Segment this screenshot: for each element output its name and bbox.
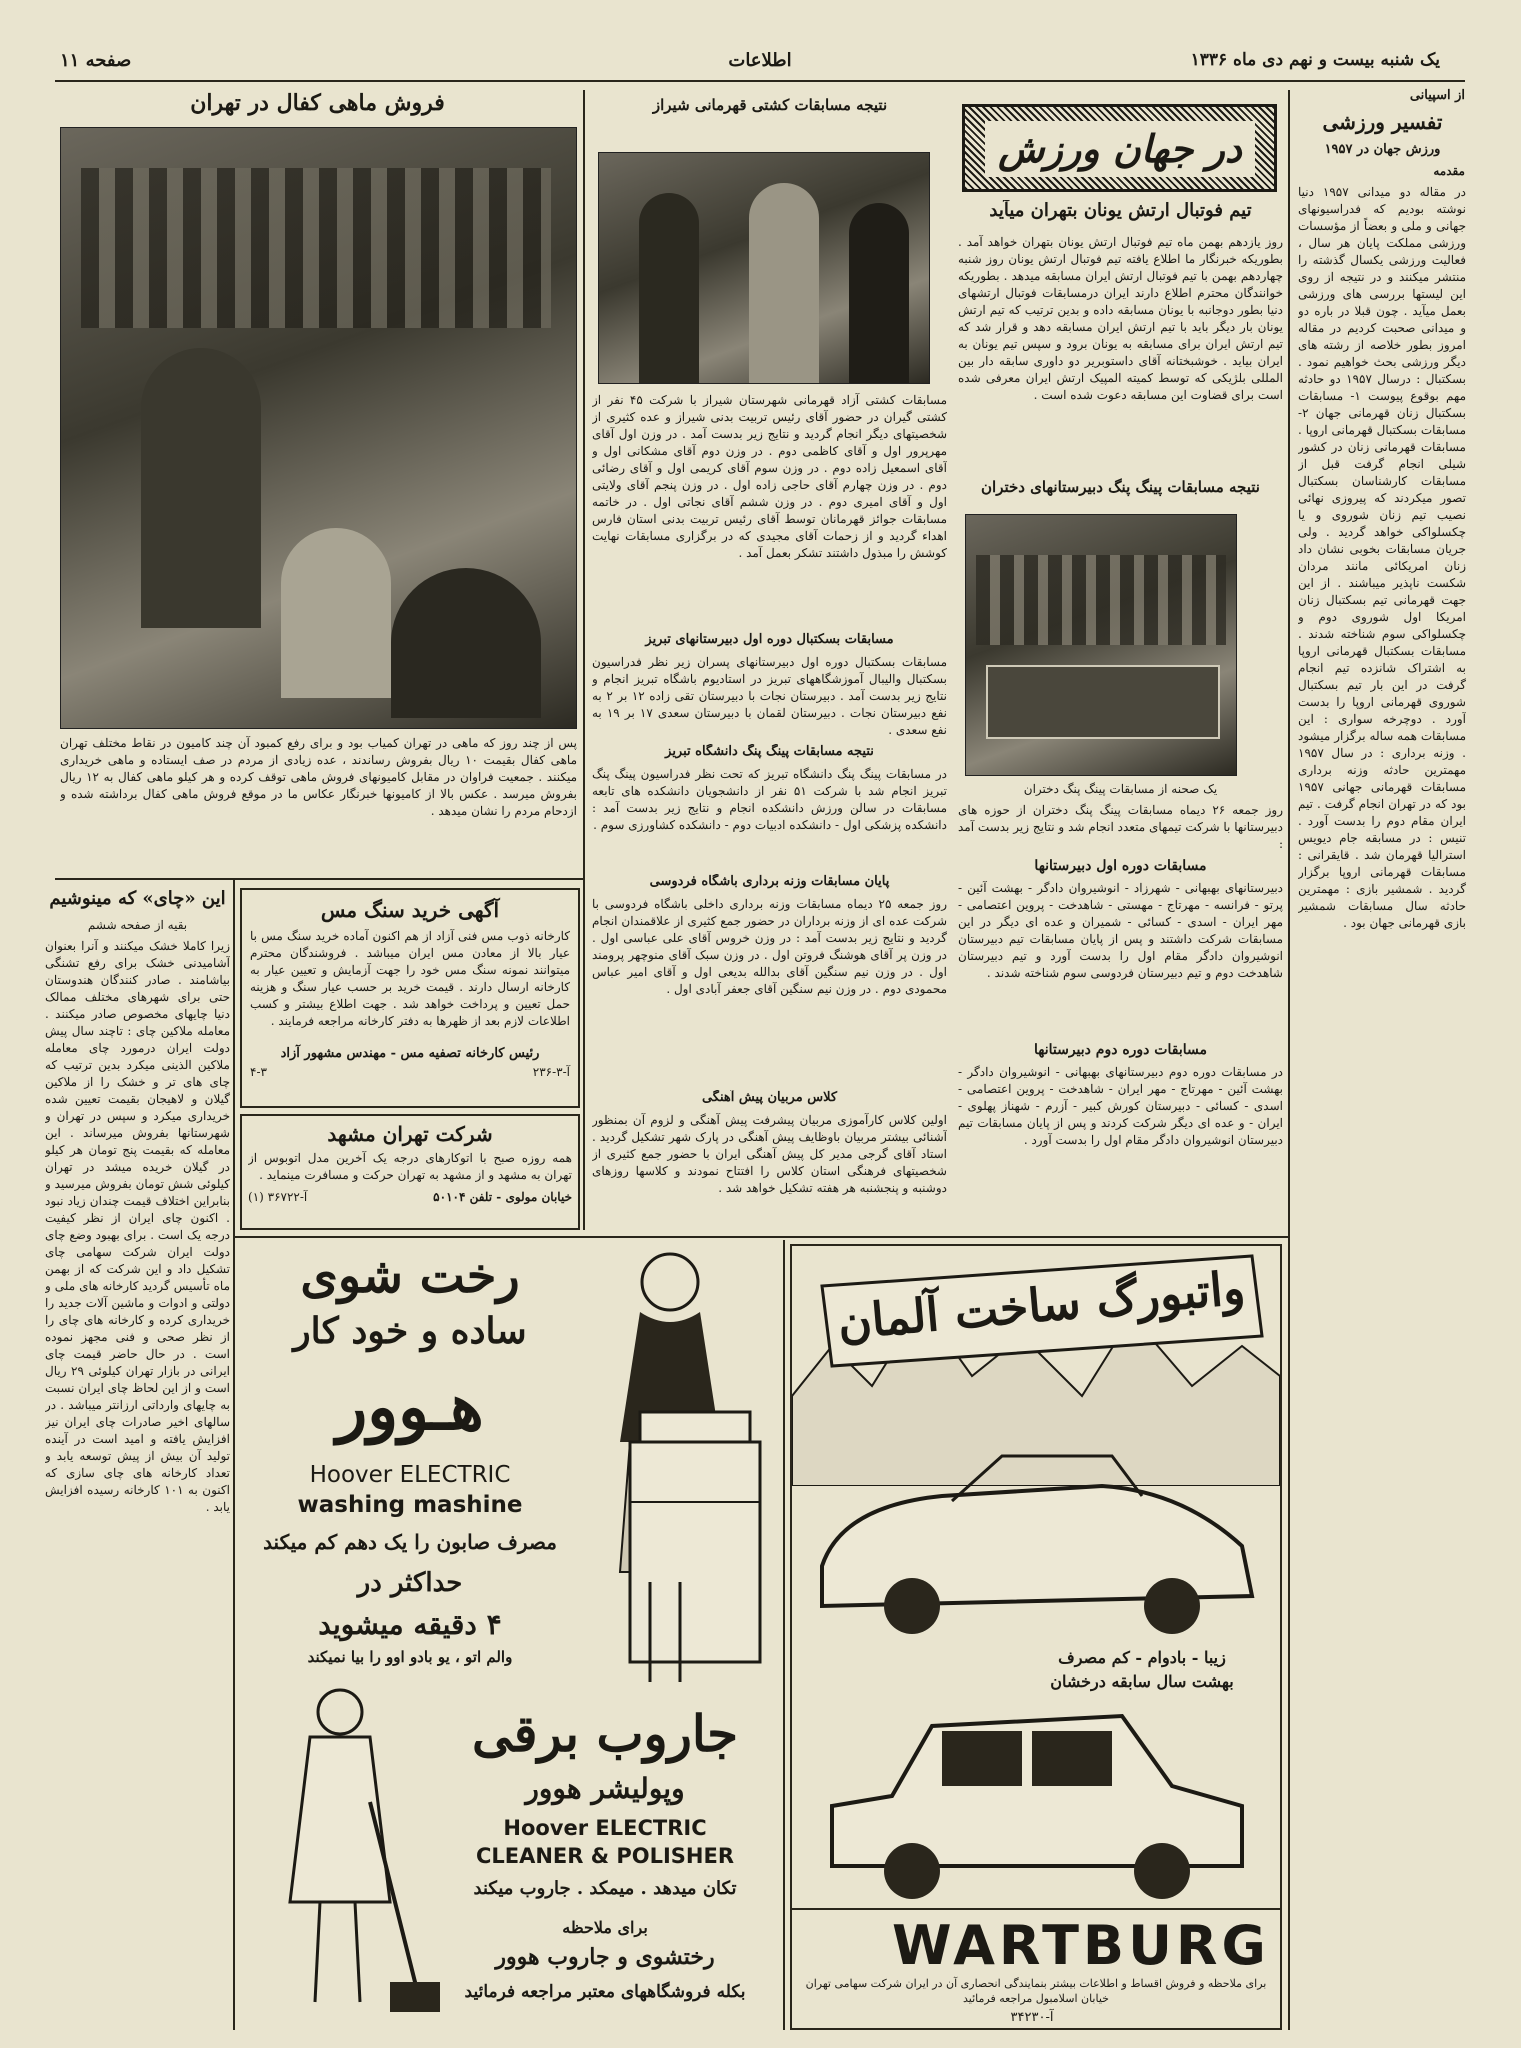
header-date: یک شنبه بیست و نهم دی ماه ۱۳۳۶ xyxy=(1190,50,1440,70)
transport-ad-address: خیابان مولوی - تلفن ۵۰۱۰۴ xyxy=(433,1190,572,1204)
sports-banner-title: در جهان ورزش xyxy=(985,121,1255,177)
hoover-en-2: washing mashine xyxy=(297,1492,523,1518)
pingpong-body: روز جمعه ۲۶ دیماه مسابقات پینگ پنگ دختران از حوزه های دبیرستانها با شرکت تیمهای متعدد انجام شد و نتایج زیر بدست آمد : xyxy=(958,803,1283,851)
wartburg-title: واتبورگ ساخت آلمان xyxy=(835,1260,1247,1350)
tea-headline: این «چای» که مینوشیم xyxy=(49,888,226,909)
pingpong-sub-body-1: دبیرستانهای بهبهانی - شهرزاد - انوشیروان دادگر - بهشت آئین - پرتو - فرانسه - مهرتاج - مهستی - شاهدخت - پروین اعتصامی - مهر ایران - اسدی - کسائی - شمیران و عده ای دیگر در این مسابقات شرکت داشتند و پس از پایان مسابقات تیم دبیرستان انوشیروان دادگر مقام اول را بدست آورد و تیم دبیرستان شاهدخت دوم و تیم دبیرستان فردوسی سوم شناخته شدند . xyxy=(958,881,1283,980)
hoover-line-1: مصرف صابون را یک دهم کم میکند xyxy=(263,1530,557,1554)
copper-ad-code-2: ۴-۳ xyxy=(250,1065,267,1079)
fish-caption: پس از چند روز که ماهی در تهران کمیاب بود و برای رفع کمبود آن چند کامیون در نقاط مختلف تهران ماهی کفال بقیمت ۱۰ ریال بفروش رساندند ، عده زیادی از مردم در صف ایستاده و ماهی خریداری میکنند . جمعیت فراوان در مقابل کامیونهای فروش ماهی توقف کرده و هر کیلو ماهی کفال به ۱۲ ریال بفروش میرسد . عکس بالا از کامیونها خبرنگار عکاس ما در موقع فروش ماهی کفال برداشته شده و ازدحام مردم را نشان میدهد . xyxy=(60,736,577,818)
pingpong-subhead-1: مسابقات دوره اول دبیرستانها xyxy=(1034,858,1207,874)
hoover-line-7: رختشوی و جاروب هوور xyxy=(495,1944,715,1970)
washing-machine-illustration xyxy=(570,1242,780,1682)
pingpong-photo xyxy=(965,514,1237,776)
tea-byline: بقیه از صفحه ششم xyxy=(87,918,188,932)
hoover-en-1: Hoover ELECTRIC xyxy=(309,1462,511,1488)
section-rule xyxy=(235,1236,1288,1238)
commentary-title: تفسیر ورزشی xyxy=(1322,110,1443,134)
pingpong-subhead-2: مسابقات دوره دوم دبیرستانها xyxy=(1034,1042,1207,1058)
pingpong-sub-body-2: در مسابقات دوره دوم دبیرستانهای بهبهانی - انوشیروان دادگر - بهشت آئین - مهرتاج - مهر ایران - شاهدخت - پروین اعتصامی - اسدی - کسائی - دبیرستان کورش کبیر - آزرم - شهناز پهلوی - ایران - و عده ای دیگر شرکت کردند و پس از پایان مسابقات تیم دبیرستان انوشیروان دادگر مقام اول را بدست آورد . xyxy=(958,1065,1283,1147)
commentary-intro-label: مقدمه xyxy=(1433,164,1465,178)
hoover-title-1: رخت شوی xyxy=(300,1248,520,1304)
commentary-body: در مقاله دو میدانی ۱۹۵۷ دنیا نوشته بودیم که فدراسیونهای جهانی و ملی و بعضاً از مؤسسات ورزشی مملکت پایان هر سال ، فعالیت ورزشی یکسال گذشته را منتشر میکنند و در نتیجه از روی این لیستها بررسی های ورزشی بعمل میآید . چون قبلا در باره دو و میدانی صحبت کردیم در مقاله امروز بطور خلاصه از رشته های دیگر ورزشی بحث خواهیم نمود . بسکتبال : درسال ۱۹۵۷ دو حادثه مهم بوقوع پیوست ۱- مسابقات بسکتبال زنان قهرمانی جهان ۲- مسابقات بسکتبال قهرمانی اروپا . مسابقات قهرمانی زنان در کشور شیلی انجام گرفت قبل از مسابقات کارشناسان بسکتبال تصور میکردند که پیروزی نهائی نصیب تیم زنان شوروی و یا چکسلواکی خواهد گردید . ولی جریان مسابقات بخوبی نشان داد زنان امریکائی مانند مردان شکست ناپذیر میباشند . از این جهت قهرمانی تیم بسکتبال زنان امریکا اول شوروی دوم و چکسلواکی سوم شناخته شدند . مسابقات بسکتبال قهرمانی اروپا به اشتراک شانزده تیم انجام گرفت در این بار تیم بسکتبال شوروی قهرمانی اروپا را بدست آورد . دوچرخه سواری : این مسابقات همه ساله برگزار میشود . وزنه برداری : در سال ۱۹۵۷ مهمترین حادثه وزنه برداری مسابقات قهرمانی جهانی ۱۹۵۷ بود که در تهران انجام گرفت . تیم ایران مقام دوم را بدست آورد . تنیس : در مسابقه جام دیویس استرالیا قهرمان شد . قایقرانی : مسابقات قهرمانی اروپا برگزار گردید . شمشیر بازی : مهمترین حادثه سال مسابقات شمشیر بازی قهرمانی جهان بود . xyxy=(1298,185,1466,930)
hoover-en-3: Hoover ELECTRIC xyxy=(503,1816,707,1840)
hoover-line-2: حداکثر در xyxy=(357,1568,463,1598)
header-paper-name: اطلاعات xyxy=(728,50,792,71)
wrestling-photo xyxy=(598,152,930,384)
wrestling-sub-body-1: مسابقات بسکتبال دوره اول دبیرستانهای پسران زیر نظر فدراسیون بسکتبال والیبال آموزشگاههای تبریز در استادیوم باشگاه تبریز انجام و نتایج زیر بدست آمد . دبیرستان نجات با دبیرستان تقی زاده ۱۲ بر ۲ به نفع دبیرستان نجات . دبیرستان لقمان با دبیرستان سعدی ۱۷ بر ۱۹ به نفع سعدی . xyxy=(592,655,947,737)
wartburg-brand: WARTBURG xyxy=(892,1914,1270,1977)
transport-ad xyxy=(240,1114,580,1230)
copper-ad-body: کارخانه ذوب مس فنی آزاد از هم اکنون آماده خرید سنگ مس با عیار بالا از معادن مس ایران میباشد . فروشندگان محترم میتوانند نمونه سنگ مس خود را جهت آزمایش و تعیین عیار به کارخانه ارسال دارند . قیمت خرید بر حسب عیار سنگ و هزینه حمل تعیین و پرداخت خواهد شد . جهت اطلاع بیشتر و کسب اطلاعات لازم بعد از ظهرها به دفتر کارخانه مراجعه فرمایند . xyxy=(250,929,570,1028)
copper-ad xyxy=(240,888,580,1108)
fish-market-photo xyxy=(60,127,577,729)
wrestling-subhead-3: پایان مسابقات وزنه برداری باشگاه فردوسی xyxy=(649,874,890,889)
transport-ad-code: آ-۳۶۷۲۲ (۱) xyxy=(248,1190,308,1204)
wrestling-sub-body-4: اولین کلاس کارآموزی مربیان پیشرفت پیش آهنگی و لزوم آن بمنظور آشنائی بیشتر مربیان باوظایف پیش آهنگی در پارک شهر تشکیل گردید . استاد آقای گرجی مدیر کل پیش آهنگی ایران با حضور جمع کثیری از شخصیتهای فرهنگی استان کلاس را افتتاح نمودند و کلاسها روزهای دوشنبه و پنجشنبه هر هفته تشکیل خواهد شد . xyxy=(592,1113,947,1195)
hoover-title-3: جاروب برقی xyxy=(472,1704,738,1763)
section-rule xyxy=(55,878,585,880)
wartburg-ad xyxy=(790,1244,1282,2030)
hoover-title-4: وپولیشر هوور xyxy=(525,1772,685,1805)
hoover-title-2: ساده و خود کار xyxy=(293,1310,527,1352)
wrestling-sub-body-3: روز جمعه ۲۵ دیماه مسابقات وزنه برداری داخلی باشگاه فردوسی با شرکت عده ای از وزنه برداران در حضور جمع کثیری از علاقمندان انجام گردید و نتایج زیر بدست آمد : در وزن خروس آقای علی عباسی اول . در وزن پر آقای هوشنگ فروتن اول . در وزن سبک آقای منوچهر پرومند اول . در وزن نیم سنگین آقای بدالله بدیعی اول و آقای امیر عباس محمودی دوم . در وزن نیم سنگین آقای جعفر آبادی اول . xyxy=(592,897,947,996)
pingpong-caption: یک صحنه از مسابقات پینگ پنگ دختران xyxy=(1023,782,1218,796)
greece-team-body: روز یازدهم بهمن ماه تیم فوتبال ارتش یونان بتهران خواهد آمد . بطوریکه خبرنگار ما اطلاع یافته تیم فوتبال ارتش یونان روز شنبه چهاردهم بهمن با تیم فوتبال ارتش ایران مسابقه میدهد . بطوریکه خوانندگان محترم اطلاع دارند ایران درمسابقات فوتبال ارتشهای دنیا بطور دوجانبه با یونان مسابقه داده و بدین ترتیب که تیم ارتش یونان بار دیگر باید با تیم ارتش ایران مسابقه دهد و قرار شد که تیم ارتش ایران برای مسابقه به یونان برود و سپس تیم یونان به ایران بیاید . خوشبختانه آقای داستوبریر دو داوری سابقه دار بین المللی بلژیکی که توسط کمیته المپیک ارتش ایران معرفی شده است برای قضاوت این مسابقه دعوت شده است . xyxy=(958,235,1283,402)
copper-ad-signature: رئیس کارخانه تصفیه مس - مهندس مشهور آزاد xyxy=(280,1046,540,1061)
copper-ad-title: آگهی خرید سنگ مس xyxy=(320,898,500,922)
hoover-line-3: ۴ دقیقه میشوید xyxy=(318,1608,502,1641)
transport-ad-title: شرکت تهران مشهد xyxy=(327,1122,493,1146)
column-divider xyxy=(233,880,235,2030)
pingpong-headline: نتیجه مسابقات پینگ پنگ دبیرستانهای دختران xyxy=(981,478,1260,496)
wartburg-footer: برای ملاحظه و فروش اقساط و اطلاعات بیشتر بنمایندگی انحصاری آن در ایران شرکت سهامی تهران خیابان اسلامبول مراجعه فرمائید xyxy=(805,1977,1267,2005)
column-divider xyxy=(1288,90,1290,2030)
wrestling-subhead-1: مسابقات بسکتبال دوره اول دبیرستانهای تبریز xyxy=(645,632,894,647)
wartburg-rule xyxy=(792,1908,1280,1910)
copper-ad-code: آ-۳-۲۳۶ xyxy=(532,1065,570,1079)
hoover-line-4: والم اتو ، یو بادو اوو را بیا نمیکند xyxy=(307,1648,513,1666)
fish-headline: فروش ماهی کفال در تهران xyxy=(190,90,445,116)
column-divider xyxy=(783,1240,785,2030)
commentary-kicker: از اسپیانی xyxy=(1409,88,1465,103)
car-illustration-1 xyxy=(802,1446,1270,1646)
wrestling-sub-body-2: در مسابقات پینگ پنگ دانشگاه تبریز که تحت نظر فدراسیون پینگ پنگ تبریز انجام شد با شرکت ۵۱ نفر از دانشجویان دانشکده های تابعه مسابقات در سالن ورزش دانشکده انجام و نتایج زیر بدست آمد : دانشکده پزشکی اول - دانشکده ادبیات دوم - دانشکده کشاورزی سوم . xyxy=(592,767,947,832)
hoover-line-5: تکان میدهد . میمکد . جاروب میکند xyxy=(473,1878,737,1899)
hoover-brand: هـوور xyxy=(336,1370,484,1445)
wrestling-body: مسابقات کشتی آزاد قهرمانی شهرستان شیراز با شرکت ۴۵ نفر از کشتی گیران در حضور آقای رئیس تربیت بدنی شیراز و عده کثیری از شخصیتهای دیگر انجام گردید و نتایج زیر بدست آمد . در وزن اول آقای مهرپرور اول و آقای کاظمی دوم . در وزن دوم آقای مشکانی اول و آقای اسمعیل زاده دوم . در وزن سوم آقای کریمی اول و آقای رضائی دوم . در وزن چهارم آقای حاجی زاده اول . در وزن پنجم آقای ولایتی اول و آقای امیری دوم . در وزن ششم آقای نجاتی اول . در خاتمه مسابقات جوائز قهرمانان توسط آقای رئیس تربیت بدنی استان فارس اهداء گردید و از زحمات آقای مجیدی که در برگزاری مسابقات نهایت کوشش را مبذول داشتند تشکر بعمل آمد . xyxy=(592,393,947,560)
column-divider xyxy=(583,90,585,1230)
wrestling-subhead-4: کلاس مربیان پیش آهنگی xyxy=(701,1090,838,1105)
wartburg-slogan-1: زیبا - بادوام - کم مصرف xyxy=(1058,1648,1226,1667)
hoover-line-8: بکله فروشگاههای معتبر مراجعه فرمائید xyxy=(464,1982,746,2002)
wartburg-code: آ-۳۴۲۳۰ xyxy=(1010,2010,1054,2025)
wrestling-headline: نتیجه مسابقات کشتی قهرمانی شیراز xyxy=(652,96,888,114)
header-rule xyxy=(55,80,1465,82)
hoover-line-6: برای ملاحظه xyxy=(562,1918,648,1937)
header-page-number: صفحه ۱۱ xyxy=(60,50,132,71)
commentary-subtitle: ورزش جهان در ۱۹۵۷ xyxy=(1324,142,1441,157)
hoover-en-4: CLEANER & POLISHER xyxy=(475,1844,735,1868)
vacuum-cleaner-illustration xyxy=(240,1682,440,2032)
hoover-ad xyxy=(240,1242,780,2032)
wrestling-subhead-2: نتیجه مسابقات پینگ پنگ دانشگاه تبریز xyxy=(665,744,874,759)
transport-ad-body: همه روزه صبح با اتوکارهای درجه یک آخرین مدل اتوبوس از تهران به مشهد و از مشهد به تهران حرکت و مسافرت مینماید . xyxy=(248,1151,572,1182)
wartburg-slogan-2: بهشت سال سابقه درخشان xyxy=(1050,1672,1234,1691)
sports-banner xyxy=(962,104,1277,192)
tea-body: زیرا کاملا خشک میکنند و آنرا بعنوان آشامیدنی خشک برای رفع تشنگی بیاشامند . صادر کنندگان هندوستان حتی برای شهرهای مختلف ممالک دنیا چایهای مخصوص صادر میکنند . معامله ملاکین چای : تاچند سال پیش دولت ایران درمورد چای معامله ملاکین الذینی میکرد بدین ترتیب که چای های تر و خشک را از ملاکین گیلان و لاهیجان بقیمت تعیین شده خریداری میکرد و سپس در تهران و شهرستانها بفروش میرساند . این معامله که بقیمت پنج تومان هر کیلو در گیلان خریده میشد در تهران کیلوئی شش تومان بفروش میرسید و بنابراین اختلاف قیمت چندان زیاد نبود . اکنون چای ایران از نظر کیفیت درجه یک است . برای بهبود وضع چای دولت ایران شرکت سهامی چای تشکیل داد و این شرکت که از بهمن ماه تأسیس گردید کارخانه های ملی و دولتی و ادوات و ماشین آلات جدید را خریداری کرده و کارخانه های چای را از نظر صحی و فنی مجهز نموده است . در حال حاضر قیمت چای ایرانی در بازار تهران کیلوئی ۲۹ ریال است و از این لحاظ چای ایران نسبت به چایهای وارداتی ارزانتر میباشد . در سالهای اخیر صادرات چای ایران نیز افزایش یافته و امید است در آینده تولید آن بیش از پیش توسعه یابد و تعداد کارخانه های چای سازی که اکنون به ۱۰۱ کارخانه رسیده افزایش یابد . xyxy=(45,939,230,1514)
car-illustration-2 xyxy=(812,1696,1262,1906)
greece-team-headline: تیم فوتبال ارتش یونان بتهران میآید xyxy=(989,200,1252,221)
